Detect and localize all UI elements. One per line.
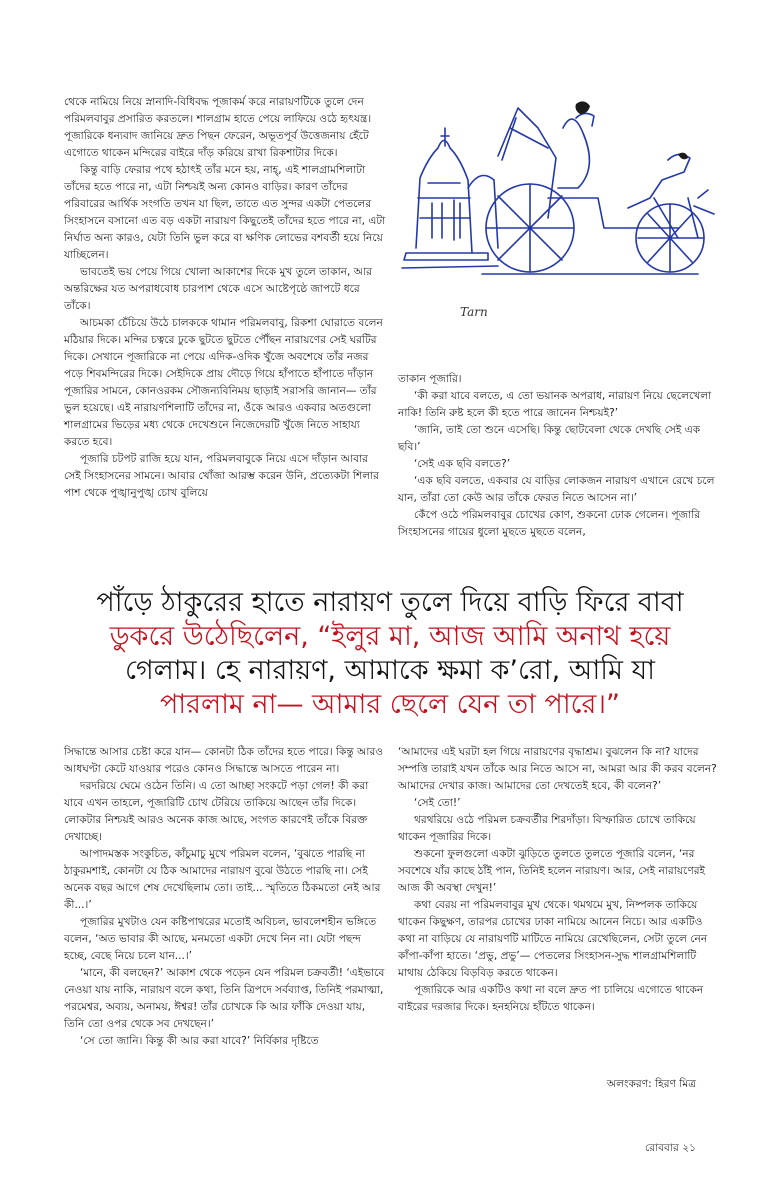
pull-quote	[50, 586, 730, 722]
article-paragraph: ‘আমাদের এই ঘরটা হল গিয়ে নারায়ণের বৃদ্ধাশ্রম। বুঝলেন কি না? যাদের সম্পত্তি তারাই যখন তাঁকে আর নিতে আসে না, আমরা আর কী করব বলেন? আমাদের দেখার কাজ। আমাদের তো দেখতেই হবে, কী বলেন?’	[398, 746, 717, 792]
article-paragraph: শুকনো ফুলগুলো একটা ঝুড়িতে তুলতে তুলতে পূজারি বলেন, ‘নর সবশেষে যাঁর কাছে ঠাঁই পান, তিনিই হলেন নারায়ণ। আর, সেই নারায়ণেরই আজ কী অবস্থা দেখুন!’	[398, 848, 706, 894]
article-paragraph: আপাদমস্তক সংকুচিত, কাঁচুমাচু মুখে পরিমল বলেন, ‘বুঝতে পারছি না ঠাকুরমশাই, কোনটা যে ঠিক আমাদের নারায়ণ বুঝে উঠতে পারছি না। সেই অনেক বছর আগে শেষ দেখেছিলাম তো। তাই... স্মৃতিতে ঠিকমতো নেই আর কী...।’	[64, 848, 381, 911]
article-paragraph: ভাবতেই ভয় পেয়ে গিয়ে খোলা আকাশের দিকে মুখ তুলে তাকান, আর অন্তরিক্ষের যত অপরাধবোধ চারপাশ থেকে এসে আষ্টেপৃষ্ঠে জাপটে ধরে তাঁকে।	[64, 266, 372, 312]
article-paragraph: তাকান পূজারি।	[398, 373, 462, 385]
article-paragraph: ‘মানে, কী বলছেন?’ আকাশ থেকে পড়েন যেন পরিমল চক্রবর্তী! ‘এইভাবে নেওয়া যায় নাকি, নারায়ণ বলে কথা, তিনি ত্রিপদে সর্বব্যাপ্ত, তিনিই পরমাত্মা, পরমেশ্বর, অব্যয়, অনাময়, ঈশ্বর! তাঁর চোখকে কি আর ফাঁকি দেওয়া যায়, তিনি তো ওপর থেকে সব দেখছেন।’	[64, 967, 385, 1030]
article-paragraph: ‘সেই এক ছবি বলতে?’	[414, 458, 511, 470]
article-column-top-right	[398, 371, 720, 541]
article-paragraph: ‘সে তো জানি। কিন্তু কী আর করা যাবে?’ নির্বিকার দৃষ্টিতে	[80, 1035, 319, 1047]
article-paragraph: দরদরিয়ে ঘেমে ওঠেন তিনি। এ তো আচ্ছা সংকটে পড়া গেল! কী করা যাবে এখন তাহলে, পূজারিটি চোখ টেরিয়ে তাকিয়ে আছেন তাঁর দিকে। লোকটার নিশ্চয়ই আরও অনেক কাজ আছে, সংগত কারণেই তাঁকে বিরক্ত দেখাচ্ছে।	[64, 780, 369, 843]
article-column-bottom-left	[64, 744, 386, 1050]
illustration-credit: অলংকরণ: হিরণ মিত্র	[606, 1078, 696, 1090]
temple-drawing	[402, 128, 498, 268]
article-paragraph: পূজারির মুখটাও যেন কষ্টিপাথরের মতোই অবিচল, ভাবলেশহীন ভঙ্গিতে বলেন, ‘অত ভাবার কী আছে, মনমতো একটা দেখে নিন না। যেটা পছন্দ হচ্ছে, বেছে নিয়ে চলে যান...।’	[64, 916, 377, 962]
ink-accents	[576, 101, 689, 159]
article-paragraph: পূজারিকে আর একটিও কথা না বলে দ্রুত পা চালিয়ে এগোতে থাকেন বাইরের দরজার দিকে। হনহনিয়ে হাঁটতে থাকেন।	[398, 984, 704, 1013]
pull-quote-line-2: ডুকরে উঠেছিলেন, “ইলুর মা, আজ আমি অনাথ হয়ে	[109, 621, 671, 652]
article-paragraph: কথা বেরয় না পরিমলবাবুর মুখ থেকে। থমথমে মুখ, নিষ্পলক তাকিয়ে থাকেন কিছুক্ষণ, তারপর চোখের ঢাকা নামিয়ে আনেন নিচে। আর একটিও কথা না বাড়িয়ে যে নারায়ণটি মাটিতে নামিয়ে রেখেছিলেন, সেটা তুলে নেন কাঁপা-কাঁপা হাতে। ‘প্রভু, প্রভু’— পেতলের সিংহাসন-সুদ্ধ শালগ্রামশিলাটি মাথায় ঠেকিয়ে বিড়বিড় করতে থাকেন।	[398, 899, 708, 979]
pull-quote-line-4: পারলাম না— আমার ছেলে যেন তা পারে।”	[159, 689, 621, 720]
article-paragraph: সিদ্ধান্তে আসার চেষ্টা করে যান— কোনটা ঠিক তাঁদের হতে পারে। কিন্তু আরও আধঘণ্টা কেটে যাওয়ার পরেও কোনও সিদ্ধান্তে আসতে পারেন না।	[64, 746, 384, 775]
article-paragraph: কেঁপে ওঠে পরিমলবাবুর চোখের কোণ, শুকনো ঢোক গেলেন। পূজারি সিংহাসনের গায়ের ধুলো মুছতে মুছতে বলেন,	[398, 509, 701, 538]
article-paragraph: ‘জানি, তাই তো শুনে এসেছি। কিন্তু ছোটবেলা থেকে দেখছি সেই এক ছবি।’	[398, 424, 701, 453]
pull-quote-line-1: পাঁড়ে ঠাকুরের হাতে নারায়ণ তুলে দিয়ে বাড়ি ফিরে বাবা	[96, 587, 684, 618]
article-paragraph: থেকে নামিয়ে নিয়ে স্নানাদি-বিধিবদ্ধ পূজাকর্ম করে নারায়ণটিকে তুলে দেন পরিমলবাবুর প্রসারিত করতলে। শালগ্রাম হাতে পেয়ে লাফিয়ে ওঠে হৃৎযন্ত্র। পূজারিকে ধন্যবাদ জানিয়ে দ্রুত পিছন ফেরেন, অভূতপূর্ব উত্তেজনায় হেঁটে এগোতে থাকেন মন্দিরের বাইরে দাঁড় করিয়ে রাখা রিকশাটার দিকে।	[64, 96, 372, 159]
artist-signature: Tarn	[460, 305, 488, 319]
article-paragraph: পূজারি চটপট রাজি হয়ে যান, পরিমলবাবুকে নিয়ে এসে দাঁড়ান আবার সেই সিংহাসনের সামনে। আবার খোঁজা আরম্ভ করেন উনি, প্রত্যেকটা শিলার পাশ থেকে পুঙ্খানুপুঙ্খ চোখ বুলিয়ে	[64, 453, 379, 499]
article-paragraph: ‘সেই তো!’	[414, 797, 461, 809]
rickshaw-drawing	[482, 108, 714, 274]
article-column-bottom-right	[398, 744, 720, 1016]
article-paragraph: ‘এক ছবি বলতে, একবার যে বাড়ির লোকজন নারায়ণ এখানে রেখে চলে যান, তাঁরা তো কেউ আর তাঁকে ফেরত নিতে আসেন না।’	[398, 475, 715, 504]
article-column-top-left	[64, 94, 386, 502]
article-paragraph: ‘কী করা যাবে বলতে, এ তো ভয়ানক অপরাধ, নারায়ণ নিয়ে ছেলেখেলা নাকি! তিনি রুষ্ট হলে কী হতে পারে জানেন নিশ্চয়ই?’	[398, 390, 712, 419]
page-footer: রোববার ২১	[644, 1142, 696, 1154]
article-paragraph: কিন্তু বাড়ি ফেরার পথে হঠাৎই তাঁর মনে হয়, নাহ্, এই শালগ্রামশিলাটা তাঁদের হতে পারে না, এটা নিশ্চয়ই অন্য কোনও বাড়ির। কারণ তাঁদের পরিবারের আর্থিক সংগতি তখন যা ছিল, তাতে এত সুন্দর একটা পেতলের সিংহাসনে বসানো এত বড় একটা নারায়ণ কিছুতেই তাঁদের হতে পারে না, এটা নির্ঘাত অন্য কারও, যেটা তিনি ভুল করে বা ক্ষণিক লোভের বশবর্তী হয়ে নিয়ে যাচ্ছিলেন।	[64, 164, 386, 261]
article-paragraph: আচমকা চেঁচিয়ে উঠে চালককে থামান পরিমলবাবু, রিকশা ঘোরাতে বলেন মঠিয়ার দিকে। মন্দির চত্বরে ঢুকে ছুটতে ছুটতে পৌঁছন নারায়ণের সেই ঘরটির দিকে। সেখানে পূজারিকে না পেয়ে এদিক-ওদিক খুঁজে অবশেষে তাঁর নজর পড়ে শিবমন্দিরের দিকে। সেইদিকে প্রায় দৌড়ে গিয়ে হাঁপাতে হাঁপাতে দাঁড়ান পূজারির সামনে, কোনওরকম সৌজন্যবিনিময় ছাড়াই সরাসরি জানান— তাঁর ভুল হয়েছে। এই নারায়ণশিলাটি তাঁদের না, ওঁকে আরও একবার অতগুলো শালগ্রামের ভিড়ের মধ্য থেকে দেখেশুনে নিজেদেরটি খুঁজে নিতে সাহায্য করতে হবে।	[64, 317, 383, 448]
article-paragraph: থরথরিয়ে ওঠে পরিমল চক্রবর্তীর শিরদাঁড়া। বিস্ফারিত চোখে তাকিয়ে থাকেন পূজারির দিকে।	[398, 814, 696, 843]
rickshaw-sketch-illustration	[398, 88, 718, 323]
pull-quote-line-3: গেলাম। হে নারায়ণ, আমাকে ক্ষমা ক’রো, আমি যা	[125, 655, 655, 686]
